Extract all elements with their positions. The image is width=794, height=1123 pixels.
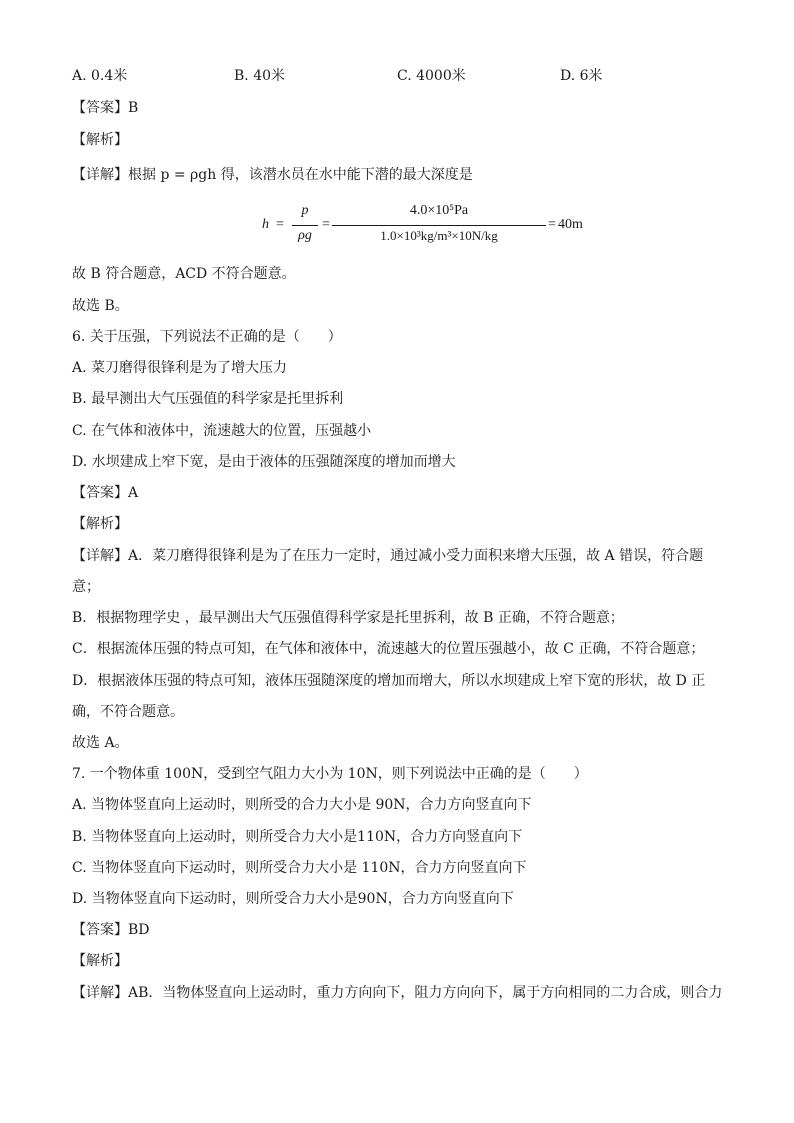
q6-detail-line: B．根据物理学史 ，最早测出大气压强值得科学家是托里拆利，故 B 正确，不符合题意；: [72, 610, 624, 626]
formula-fraction-symbolic: [292, 203, 318, 248]
q6-detail-line: 意；: [72, 579, 100, 595]
q7-answer: 【答案】BD: [72, 922, 150, 938]
formula-numerator-symbolic: p: [301, 203, 309, 218]
q7-option-b: B. 当物体竖直向上运动时，则所受合力大小是110N，合力方向竖直向下: [72, 829, 523, 845]
formula-numerator-numeric: 4.0×10⁵Pa: [409, 203, 469, 218]
q6-detail-line: 确，不符合题意。: [72, 704, 184, 720]
q5-choose: 故选 B。: [72, 298, 129, 314]
q5-analysis-label: 【解析】: [72, 132, 128, 148]
fraction-bar: [292, 225, 318, 226]
formula-equals: =: [276, 217, 284, 232]
q7-option-a: A. 当物体竖直向上运动时，则所受的合力大小是 90N，合力方向竖直向下: [72, 797, 532, 813]
formula-lhs: h: [262, 217, 269, 232]
q6-choose: 故选 A。: [72, 735, 129, 751]
q5-answer: 【答案】B: [72, 100, 139, 116]
q6-answer: 【答案】A: [72, 485, 139, 501]
q6-option-c: C. 在气体和液体中，流速越大的位置，压强越小: [72, 423, 372, 439]
q6-option-a: A. 菜刀磨得很锋利是为了增大压力: [72, 360, 288, 376]
formula-equals: =: [548, 217, 556, 232]
q5-conclusion: 故 B 符合题意，ACD 不符合题意。: [72, 266, 296, 282]
q6-detail-line: 【详解】A．菜刀磨得很锋利是为了在压力一定时，通过减小受力面积来增大压强，故 A 错误，符合题: [72, 548, 704, 564]
q5-option-c: C. 4000米: [397, 68, 466, 84]
q6-analysis-label: 【解析】: [72, 516, 128, 532]
q7-option-c: C. 当物体竖直向下运动时，则所受合力大小是 110N，合力方向竖直向下: [72, 860, 527, 876]
q5-option-b: B. 40米: [234, 68, 286, 84]
formula-fraction-numeric: [332, 203, 546, 248]
q6-stem: 6. 关于压强，下列说法不正确的是（ ）: [72, 329, 342, 345]
q5-detail: 【详解】根据 p = ρgh 得，该潜水员在水中能下潜的最大深度是: [72, 167, 473, 183]
formula-denominator-numeric: 1.0×10³kg/m³×10N/kg: [380, 228, 498, 243]
fraction-bar: [332, 225, 546, 226]
q5-option-a: A. 0.4米: [72, 68, 128, 84]
q5-option-d: D. 6米: [560, 68, 603, 84]
formula-equals: =: [322, 217, 330, 232]
q6-detail-line: C．根据流体压强的特点可知，在气体和液体中，流速越大的位置压强越小，故 C 正确，不符合题意；: [72, 641, 705, 657]
q7-option-d: D. 当物体竖直向下运动时，则所受合力大小是90N，合力方向竖直向下: [72, 891, 514, 907]
q7-stem: 7. 一个物体重 100N，受到空气阻力大小为 10N，则下列说法中正确的是（ ）: [72, 766, 588, 782]
q7-analysis-label: 【解析】: [72, 953, 128, 969]
q7-detail: 【详解】AB．当物体竖直向上运动时，重力方向向下，阻力方向向下，属于方向相同的二力合成，则合力: [72, 985, 723, 1001]
formula-result: 40m: [558, 217, 583, 232]
q6-detail-line: D．根据液体压强的特点可知，液体压强随深度的增加而增大，所以水坝建成上窄下宽的形状，故 D 正: [72, 673, 706, 689]
q6-option-b: B. 最早测出大气压强值的科学家是托里拆利: [72, 391, 344, 407]
q6-option-d: D. 水坝建成上窄下宽，是由于液体的压强随深度的增加而增大: [72, 454, 456, 470]
formula-denominator-symbolic: ρg: [298, 228, 312, 243]
